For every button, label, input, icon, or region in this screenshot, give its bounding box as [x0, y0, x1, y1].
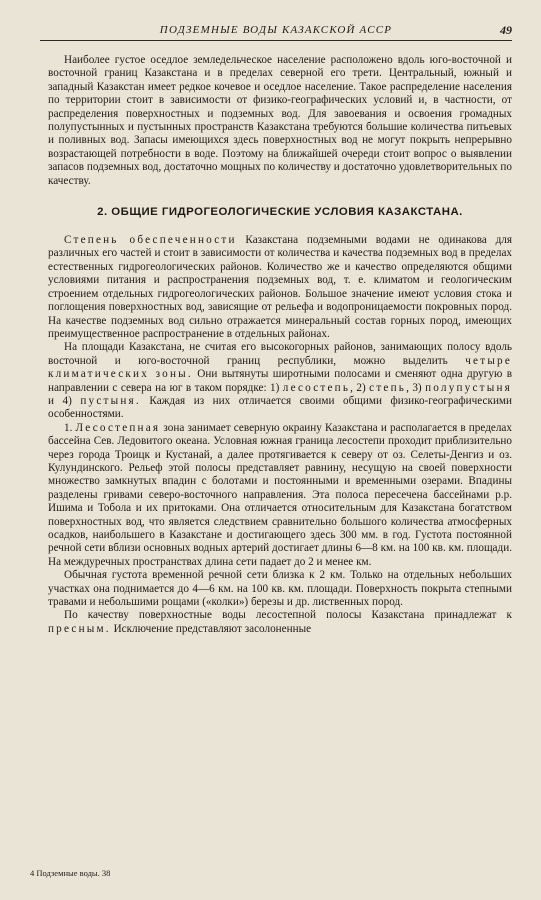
text-run: 1. [64, 421, 76, 434]
text-run: и 4) [48, 394, 81, 407]
running-header [40, 22, 512, 41]
paragraph [48, 609, 512, 636]
text-run: Казакстана подземными водами не одинакова для различных его частей и стоит в зависимости от количества и качества подземных вод в пределах естественных гидрогеологических районов. Количество же и качество определяются общими условиями питания и распространения подземных вод, т. е. климатом и геологическим строением отдельных гидрогеологических районов. Большое значение имеют условия стока и поглощения поверхностных вод, зависящие от рельефа и водопроницаемости покровных пород. На качестве подземных вод сильно отражается минеральный состав горных пород, имеющих преимущественное распространение в отдельных районах. [48, 234, 512, 340]
text-run: , 3) [406, 381, 426, 394]
text-run: На площади Казакстана, не считая его высокогорных районов, занимающих полосу вдоль восточной и юго-восточной границ республики, можно выделить [48, 341, 512, 367]
paragraph [48, 341, 512, 421]
paragraph: Наиболее густое оседлое земледельческое население расположено вдоль юго-восточной и восточной границ Казакстана и в пределах северной его трети. Центральный, южный и западный Казакстан имеет редкое кочевое и оседлое население. Такое распределение населения по территории стоит в зависимости от физико-географических условий и, в частности, от распределения поверхностных и подземных вод. Для завоевания и освоения громадных полупустынных и пустынных пространств Казакстана требуются большие количества питьевых и поливных вод. Запасы имеющихся здесь поверхностных вод не могут покрыть непрерывно возрастающей потребности в воде. Поэтому на ближайшей очереди стоит вопрос о выявлении запасов подземных вод, достаточно мощных по количеству и достаточно удовлетворительных по качеству. [48, 54, 512, 187]
section-heading: 2. ОБЩИЕ ГИДРОГЕОЛОГИЧЕСКИЕ УСЛОВИЯ КАЗАКСТАНА. [97, 206, 463, 219]
paragraph [48, 234, 512, 341]
running-title: ПОДЗЕМНЫЕ ВОДЫ КАЗАКСКОЙ АССР [159, 24, 393, 36]
emphasized-text: лесостепь [282, 381, 351, 394]
page-number: 49 [500, 23, 512, 37]
emphasized-text: полупустыня [425, 381, 512, 394]
text-run: По качеству поверхностные воды лесостепной полосы Казакстана принадлежат к [64, 609, 512, 622]
emphasized-text: степь [369, 381, 407, 394]
paragraph: Обычная густота временной речной сети близка к 2 км. Только на отдельных небольших участках она поднимается до 4—6 км. на 100 кв. км. площади. Поверхность покрыта степными травами и небольшими рощами («колки») березы и др. лиственных пород. [48, 569, 512, 609]
emphasized-text: пустыня. [80, 394, 141, 407]
text-run: Они вытянуты широтными полосами и сменяют одна другую в направлении с севера на юг в таком порядке: 1) [48, 368, 512, 394]
emphasized-text: пресным. [48, 622, 111, 635]
emphasized-text: Лесостепная [75, 421, 161, 434]
text-run: , 2) [350, 381, 370, 394]
paragraph [48, 422, 512, 569]
emphasized-text: Степень обеспеченности [64, 234, 237, 247]
text-run: зона занимает северную окраину Казакстана и располагается в пределах бассейна Сев. Ледовитого океана. Условная южная граница лесостепи проходит приблизительно через города Троицк и Кустанай, а далее протягивается к северу от оз. Селеты-Денгиз и оз. Кулундинского. Рельеф этой полосы представляет равнину, несущую на своей поверхности множество замкнутых впадин с болотами и постоянными и временными озерами. Впадины разделены гривами северо-восточного направления. Эта полоса пересечена бассейнами р.р. Ишима и Тобола и их притоками. Она отличается относительным для Казакстана богатством поверхностных вод, что является следствием сравнительно большого количества атмосферных осадков, наибольшего в Казакстане и достигающего здесь 300 мм. в год. Густота постоянной речной сети вблизи основных водных артерий достигает длины 6—8 км. на 100 кв. км. площади. На междуречных пространствах длина сети падает до 2 и менее км. [48, 421, 512, 568]
text-run: Каждая из них отличается своими общими физико-географическими особенностями. [48, 394, 512, 421]
emphasized-text: четыре климатических зоны. [48, 354, 512, 381]
sheet-signature: 4 Подземные воды. 38 [30, 868, 111, 878]
page-body [48, 54, 512, 636]
text-run: Исключение представляют засолоненные [110, 622, 312, 635]
